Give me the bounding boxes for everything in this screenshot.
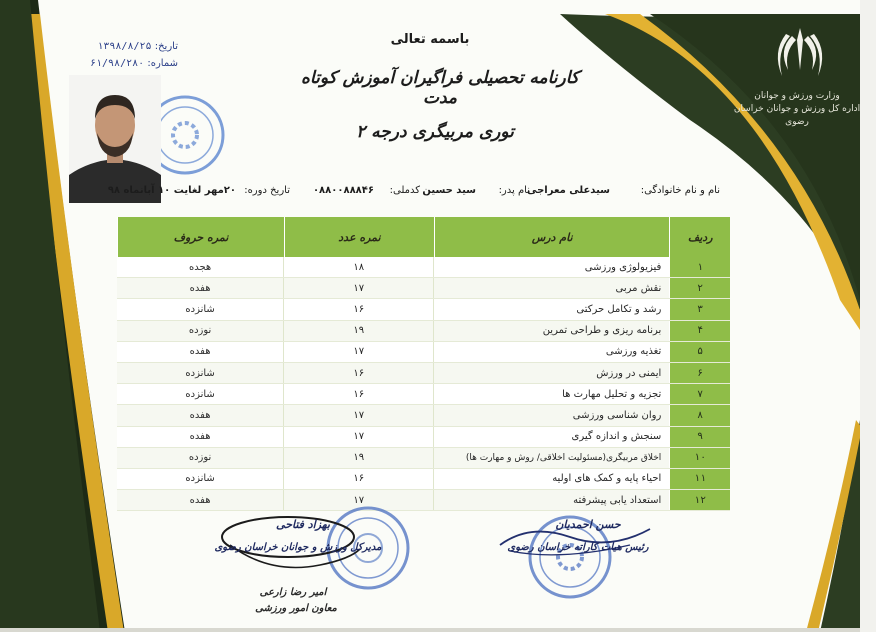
course-name: سنجش و اندازه گیری (433, 427, 669, 447)
course-name: روان شناسی ورزشی (433, 405, 669, 425)
table-row (117, 342, 730, 363)
table-row (117, 321, 730, 342)
course-score-words: هفده (189, 409, 211, 421)
course-name: احیاء پایه و کمک های اولیه (433, 469, 669, 489)
number-label: شماره (150, 58, 178, 69)
course-score-words: شانزده (185, 303, 215, 315)
course-score: ۱۷ (283, 278, 433, 298)
table-row (117, 427, 730, 448)
table-row (117, 490, 730, 511)
column-header-index: ردیف (669, 217, 730, 257)
table-row (117, 257, 730, 278)
course-title: توری مربیگری درجه ۲ (356, 122, 514, 142)
course-name: تجزیه و تحلیل مهارت ها (433, 384, 669, 404)
table-row (117, 448, 730, 469)
row-index: ۵ (669, 342, 730, 362)
row-index: ۹ (669, 427, 730, 447)
course-score-words: نوزده (188, 452, 212, 464)
date-line: تاریخ: ۱۳۹۸/۸/۲۵ (97, 41, 178, 52)
student-portrait (69, 75, 161, 203)
number-value: ۶۱/۹۸/۲۸۰ (89, 58, 145, 69)
course-name: اخلاق مربیگری(مسئولیت اخلاقی/ روش و مهارت ها) (433, 448, 669, 468)
table-row (117, 469, 730, 490)
ministry-line-2: اداره کل ورزش و جوانان خراسان رضوی (733, 104, 861, 127)
course-name: ایمنی در ورزش (433, 363, 669, 383)
course-score-words: هفده (189, 282, 211, 294)
right-signer-name: حسن احمدیان (555, 518, 621, 531)
period-label: تاریخ دوره: (244, 185, 290, 196)
father-label: نام پدر: (498, 185, 530, 196)
course-score-words: هفده (189, 431, 211, 443)
course-name: استعداد یابی پیشرفته (433, 490, 669, 510)
period-value: ۲۰مهر لغایت ۱۰ آبانماه ۹۸ (107, 185, 236, 196)
course-score-words: نوزده (188, 325, 212, 337)
table-row (117, 405, 730, 426)
course-score: ۱۷ (283, 342, 433, 362)
course-score-words: هفده (189, 494, 211, 506)
course-score: ۱۸ (283, 257, 433, 277)
row-index: ۴ (669, 321, 730, 341)
course-name: رشد و تکامل حرکتی (433, 299, 669, 319)
course-score: ۱۹ (283, 448, 433, 468)
course-name: نقش مربی (433, 278, 669, 298)
father-value: سید حسین (422, 185, 476, 196)
student-info-row (107, 185, 720, 203)
ministry-caption (732, 90, 862, 129)
column-header-score: نمره عدد (284, 217, 434, 257)
course-score-words: شانزده (185, 388, 215, 400)
row-index: ۳ (669, 299, 730, 319)
table-row (117, 278, 730, 299)
left-signer-title: مدیرکل ورزش و جوانان خراسان رضوی (214, 542, 382, 553)
row-index: ۷ (669, 384, 730, 404)
column-header-course: نام درس (434, 217, 669, 257)
right-signer-title: رئیس هیات کاراته خراسان رضوی (507, 542, 649, 553)
name-value: سیدعلی معراجی (526, 185, 610, 196)
date-value: ۱۳۹۸/۸/۲۵ (97, 41, 152, 52)
course-score: ۱۶ (283, 469, 433, 489)
name-label: نام و نام خانوادگی: (640, 185, 720, 196)
table-row (117, 299, 730, 320)
number-line: شماره: ۶۱/۹۸/۲۸۰ (89, 58, 178, 69)
grades-table-header (117, 217, 730, 257)
row-index: ۸ (669, 405, 730, 425)
row-index: ۱ (669, 257, 730, 277)
ministry-line-1: وزارت ورزش و جوانان (754, 91, 840, 101)
course-score: ۱۷ (283, 405, 433, 425)
course-score: ۱۷ (283, 427, 433, 447)
course-score-words: هفده (189, 346, 211, 358)
course-name: برنامه ریزی و طراحی تمرین (433, 321, 669, 341)
document-date-number (78, 38, 178, 72)
national-id-value: ۰۸۸۰۰۸۸۸۴۶ (312, 185, 374, 196)
table-row (117, 363, 730, 384)
row-index: ۶ (669, 363, 730, 383)
course-name: تغذیه ورزشی (433, 342, 669, 362)
iran-emblem-icon (770, 22, 830, 82)
row-index: ۱۲ (669, 490, 730, 510)
certificate-title: کارنامه تحصیلی فراگیران آموزش کوتاه مدت (301, 68, 579, 108)
deputy-title: معاون امور ورزشی (255, 603, 337, 614)
student-photo (69, 75, 161, 203)
course-score: ۱۶ (283, 299, 433, 319)
grades-table (117, 217, 730, 506)
row-index: ۲ (669, 278, 730, 298)
course-score-words: شانزده (185, 473, 215, 485)
deputy-name: امیر رضا زارعی (259, 587, 327, 598)
course-score: ۱۶ (283, 363, 433, 383)
column-header-score-words: نمره حروف (117, 217, 284, 257)
date-label: تاریخ (158, 41, 178, 52)
course-name: فیزیولوژی ورزشی (433, 257, 669, 277)
table-row (117, 384, 730, 405)
row-index: ۱۰ (669, 448, 730, 468)
course-score-words: شانزده (185, 367, 215, 379)
course-score-words: هجده (188, 261, 212, 273)
national-id-label: کدملی: (389, 185, 420, 196)
basmala: باسمه تعالی (390, 32, 470, 47)
left-signer-name: بهزاد فتاحی (276, 518, 330, 531)
course-score: ۱۹ (283, 321, 433, 341)
row-index: ۱۱ (669, 469, 730, 489)
course-score: ۱۷ (283, 490, 433, 510)
course-score: ۱۶ (283, 384, 433, 404)
